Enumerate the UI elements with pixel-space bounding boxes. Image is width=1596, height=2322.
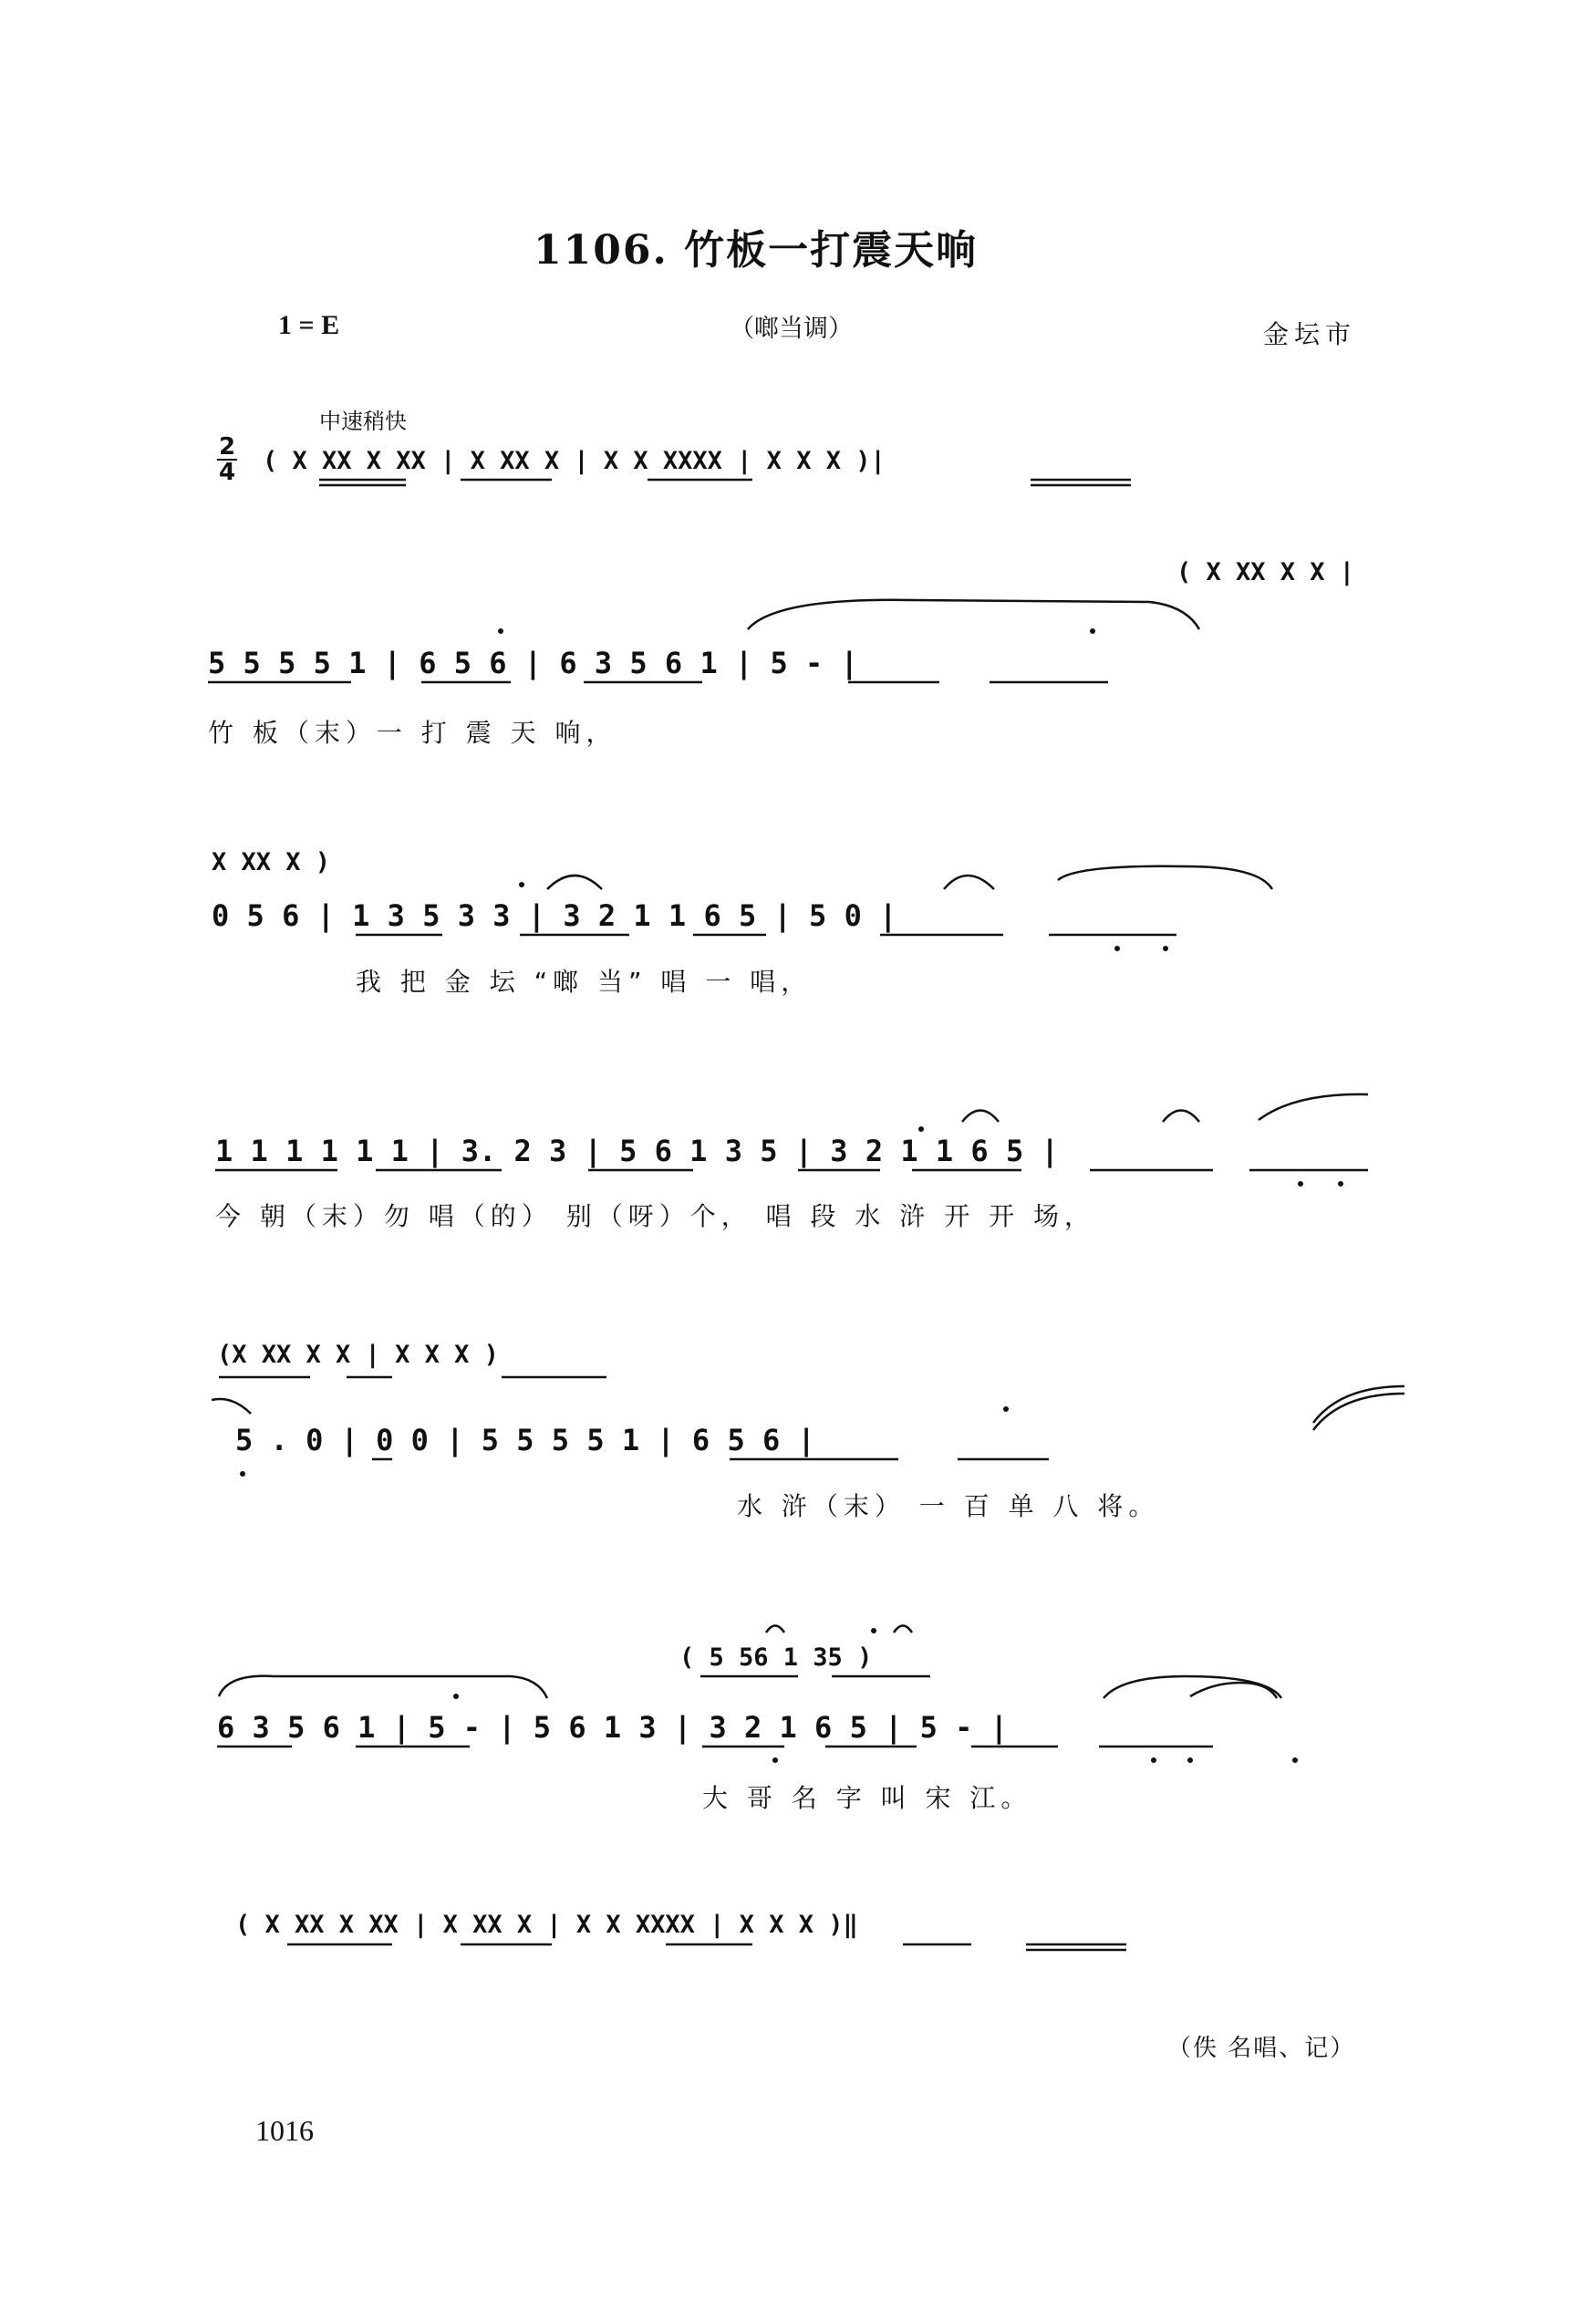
key-signature: 1 = E bbox=[278, 310, 340, 340]
high-dot bbox=[871, 1628, 876, 1633]
slur bbox=[766, 1626, 784, 1633]
low-dot bbox=[1187, 1757, 1193, 1763]
system-6-lyrics: 大 哥 名 字 叫 宋 江。 bbox=[702, 1783, 1032, 1813]
system-6-ornament-notes: ( 5 56 1 35 ) bbox=[679, 1643, 873, 1672]
time-signature-top: 2 bbox=[218, 433, 236, 461]
high-dot bbox=[453, 1694, 459, 1699]
system-3-lyrics: 我 把 金 坛 “啷 当” 唱 一 唱， bbox=[356, 967, 813, 997]
slur bbox=[1313, 1394, 1404, 1430]
song-title: 1106. 竹板一打震天响 bbox=[534, 227, 979, 274]
high-dot bbox=[1090, 628, 1095, 634]
slur bbox=[894, 1626, 912, 1633]
high-dot bbox=[918, 1126, 924, 1132]
system-2-lyrics: 竹 板（末）一 打 震 天 响， bbox=[208, 718, 617, 748]
slur bbox=[962, 1111, 999, 1123]
slur bbox=[1259, 1094, 1368, 1120]
system-6-notes: 6 3 5 6 1 | 5 - | 5 6 1 3 | 3 2 1 6 5 | 5 - | bbox=[217, 1710, 1008, 1745]
high-dot bbox=[519, 882, 524, 887]
system-5-lyrics: 水 浒（末） 一 百 单 八 将。 bbox=[737, 1491, 1160, 1521]
time-signature-bottom: 4 bbox=[218, 459, 236, 486]
system-3-notes: 0 5 6 | 1 3 5 3 3 | 3 2 1 1 6 5 | 5 0 | bbox=[212, 898, 897, 933]
slur bbox=[219, 1676, 547, 1698]
tune-name: （啷当调） bbox=[730, 315, 853, 343]
credit-line: （佚 名唱、记） bbox=[1167, 2035, 1356, 2062]
system-7-percussion: ( X XX X XX | X XX X | X X XXXX | X X X )‖ bbox=[235, 1911, 858, 1939]
high-dot bbox=[498, 628, 503, 634]
place-of-origin: 金坛市 bbox=[1263, 319, 1357, 349]
system-1-percussion: ( X XX X XX | X XX X | X X XXXX | X X X )| bbox=[263, 447, 886, 475]
low-dot bbox=[1338, 1181, 1343, 1187]
slur bbox=[547, 876, 602, 889]
low-dot bbox=[1114, 946, 1120, 951]
system-4-notes: 1 1 1 1 1 1 | 3. 2 3 | 5 6 1 3 5 | 3 2 1 1 6 5 | bbox=[215, 1134, 1059, 1168]
high-dot bbox=[1003, 1406, 1009, 1412]
low-dot bbox=[1151, 1757, 1156, 1763]
system-3-percussion: X XX X ) bbox=[212, 848, 331, 876]
low-dot bbox=[1292, 1757, 1298, 1763]
system-4-lyrics: 今 朝（末）勿 唱（的） 别（呀）个， 唱 段 水 浒 开 开 场， bbox=[215, 1201, 1096, 1231]
slur bbox=[748, 600, 1199, 629]
low-dot bbox=[772, 1757, 778, 1763]
low-dot bbox=[1163, 946, 1168, 951]
tempo-marking: 中速稍快 bbox=[319, 409, 407, 434]
low-dot bbox=[1298, 1181, 1303, 1187]
slur bbox=[1058, 866, 1272, 889]
slur bbox=[944, 876, 994, 889]
system-2-notes: 5 5 5 5 1 | 6 5 6 | 6 3 5 6 1 | 5 - | bbox=[208, 646, 858, 680]
page-number: 1016 bbox=[255, 2114, 314, 2147]
slur bbox=[212, 1399, 251, 1414]
low-dot bbox=[240, 1471, 245, 1477]
slur bbox=[1163, 1111, 1199, 1123]
system-2-percussion: ( X XX X X | bbox=[1176, 558, 1355, 586]
system-5-percussion: (X XX X X | X X X ) bbox=[217, 1341, 499, 1369]
system-5-notes: 5 . 0 | 0 0 | 5 5 5 5 1 | 6 5 6 | bbox=[235, 1423, 815, 1457]
